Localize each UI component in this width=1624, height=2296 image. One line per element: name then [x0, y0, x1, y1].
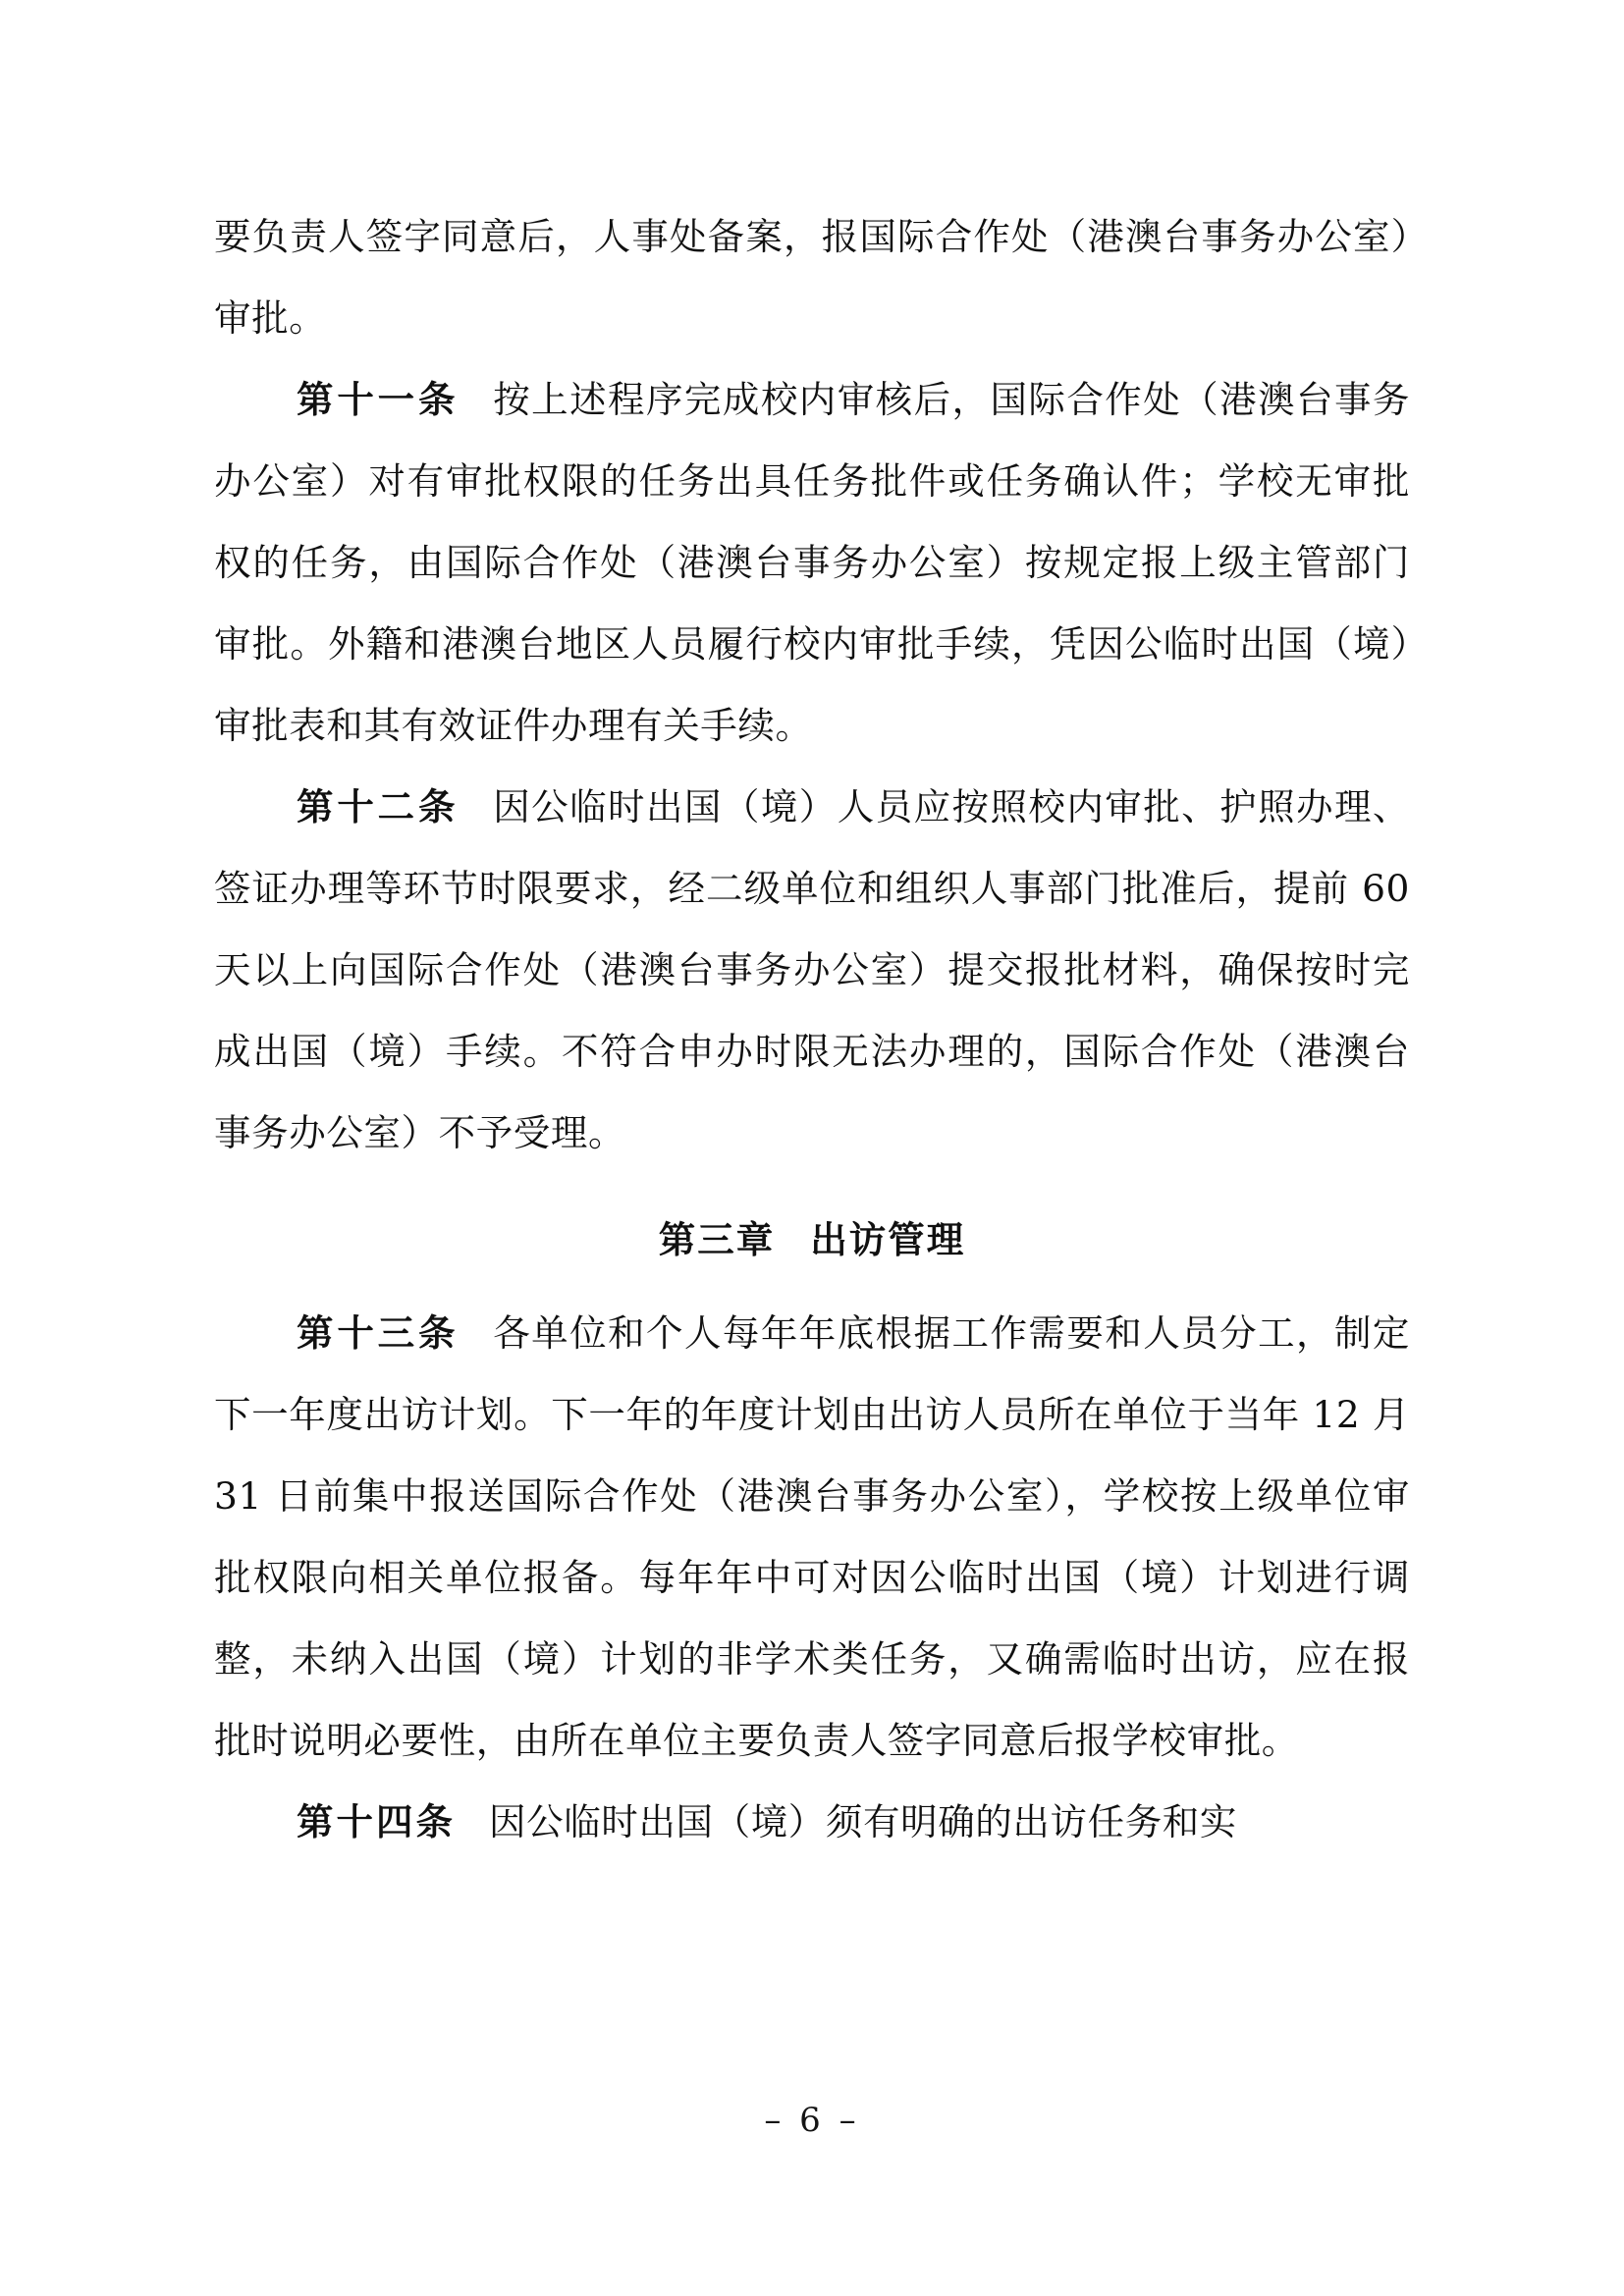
chapter-3-heading	[214, 1200, 1410, 1281]
chapter-3-number: 第三章	[658, 1218, 776, 1261]
article-12-paragraph	[214, 767, 1410, 1174]
page-number: – 6 –	[764, 2101, 860, 2140]
article-14-label: 第十四条	[297, 1800, 456, 1843]
article-11-paragraph	[214, 359, 1410, 767]
article-14-text: 因公临时出国（境）须有明确的出访任务和实	[489, 1800, 1237, 1843]
page-body	[214, 196, 1410, 1863]
article-11-text: 按上述程序完成校内审核后，国际合作处（港澳台事务办公室）对有审批权限的任务出具任务批件或任务确认件；学校无审批权的任务，由国际合作处（港澳台事务办公室）按规定报上级主管部门审批。外籍和港澳台地区人员履行校内审批手续，凭因公临时出国（境）审批表和其有效证件办理有关手续。	[214, 378, 1410, 747]
article-13-paragraph	[214, 1293, 1410, 1782]
article-13-text: 各单位和个人每年年底根据工作需要和人员分工，制定下一年度出访计划。下一年的年度计划由出访人员所在单位于当年 12 月 31 日前集中报送国际合作处（港澳台事务办公室），学校按上级单位审批权限向相关单位报备。每年年中可对因公临时出国（境）计划进行调整，未纳入出国（境）计划的非学术类任务，又确需临时出访，应在报批时说明必要性，由所在单位主要负责人签字同意后报学校审批。	[214, 1311, 1410, 1762]
chapter-3-title: 出访管理	[810, 1218, 966, 1261]
article-13-label: 第十三条	[297, 1311, 460, 1355]
paragraph-continued: 要负责人签字同意后，人事处备案，报国际合作处（港澳台事务办公室）审批。	[214, 215, 1410, 340]
article-12-label: 第十二条	[297, 785, 460, 828]
article-11-label: 第十一条	[297, 378, 460, 421]
article-14-paragraph	[214, 1782, 1410, 1863]
article-12-text: 因公临时出国（境）人员应按照校内审批、护照办理、签证办理等环节时限要求，经二级单位和组织人事部门批准后，提前 60 天以上向国际合作处（港澳台事务办公室）提交报批材料，确保按时完成出国（境）手续。不符合申办时限无法办理的，国际合作处（港澳台事务办公室）不予受理。	[214, 785, 1410, 1154]
